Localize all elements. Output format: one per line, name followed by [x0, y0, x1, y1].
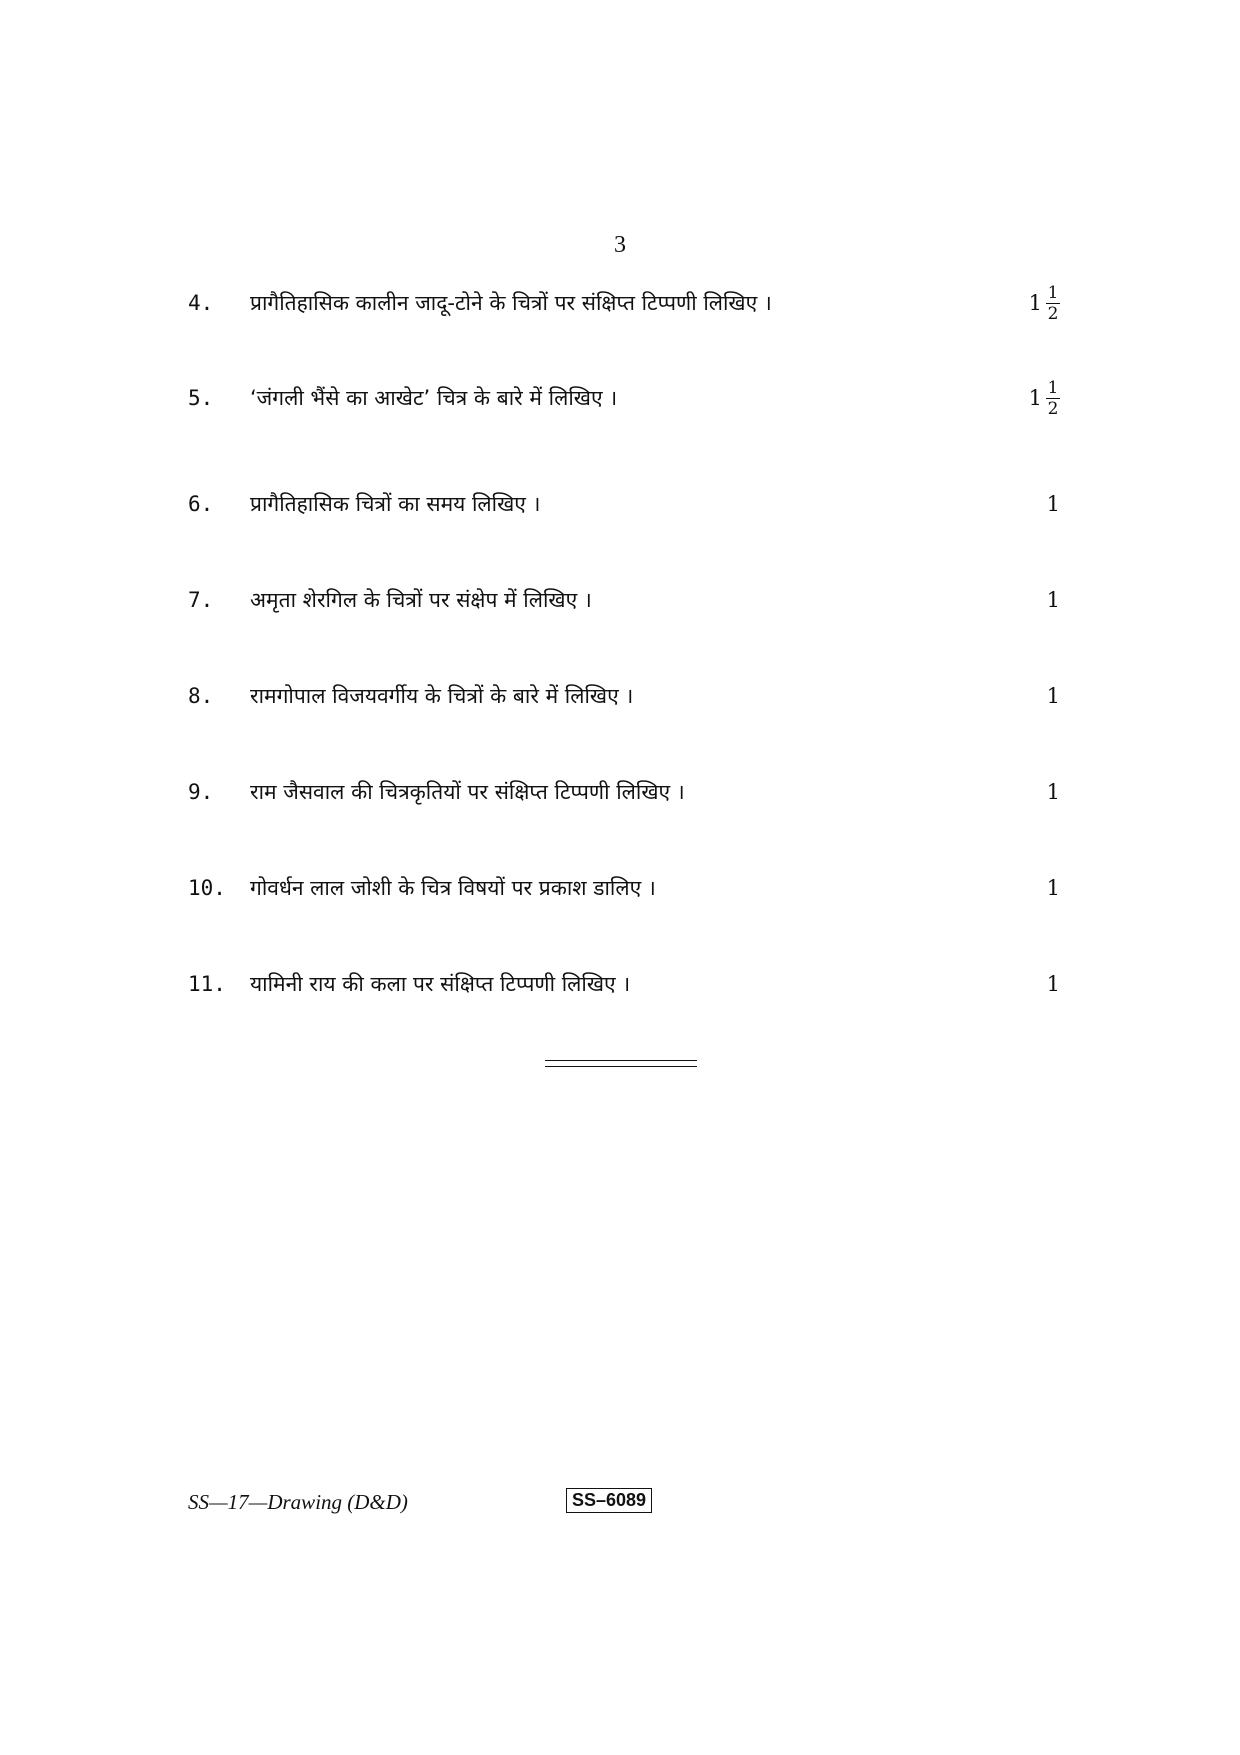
- question-9: [188, 772, 1060, 812]
- marks-whole: 1: [1028, 291, 1042, 315]
- question-marks: [1029, 378, 1060, 418]
- question-4: [188, 283, 1060, 323]
- question-marks: 1: [1046, 876, 1060, 900]
- marks-fraction: [1046, 284, 1060, 323]
- question-11: [188, 964, 1060, 1004]
- question-text: प्रागैतिहासिक कालीन जादू-टोने के चित्रों पर संक्षिप्त टिप्पणी लिखिए ।: [250, 291, 772, 315]
- question-text: राम जैसवाल की चित्रकृतियों पर संक्षिप्त टिप्पणी लिखिए ।: [250, 780, 685, 804]
- question-text: ‘जंगली भैंसे का आखेट’ चित्र के बारे में लिखिए ।: [250, 386, 618, 410]
- fraction-denominator: 2: [1047, 398, 1059, 419]
- fraction-denominator: 2: [1047, 303, 1059, 324]
- paper-code: SS—17—Drawing (D&D): [188, 1490, 408, 1514]
- question-5: [188, 378, 1060, 418]
- question-number: 9.: [188, 780, 214, 804]
- marks-fraction: [1046, 379, 1060, 418]
- question-text: यामिनी राय की कला पर संक्षिप्त टिप्पणी लिखिए ।: [250, 972, 631, 996]
- question-number: 5.: [188, 386, 214, 410]
- question-marks: 1: [1046, 684, 1060, 708]
- question-number: 11.: [188, 972, 226, 996]
- question-marks: 1: [1046, 492, 1060, 516]
- page-number: 3: [614, 232, 626, 258]
- marks-whole: 1: [1028, 386, 1042, 410]
- fraction-numerator: 1: [1047, 282, 1059, 303]
- question-6: [188, 484, 1060, 524]
- question-number: 10.: [188, 876, 226, 900]
- question-number: 4.: [188, 291, 214, 315]
- question-text: प्रागैतिहासिक चित्रों का समय लिखिए ।: [250, 492, 541, 516]
- question-marks: 1: [1046, 780, 1060, 804]
- question-marks: [1029, 283, 1060, 323]
- question-text: रामगोपाल विजयवर्गीय के चित्रों के बारे में लिखिए ।: [250, 684, 634, 708]
- question-text: गोवर्धन लाल जोशी के चित्र विषयों पर प्रकाश डालिए ।: [250, 876, 656, 900]
- question-number: 6.: [188, 492, 214, 516]
- question-marks: 1: [1046, 588, 1060, 612]
- question-number: 8.: [188, 684, 214, 708]
- paper-series-box: SS–6089: [566, 1488, 652, 1513]
- end-double-rule: [545, 1060, 697, 1067]
- question-number: 7.: [188, 588, 214, 612]
- question-10: [188, 868, 1060, 908]
- question-7: [188, 580, 1060, 620]
- question-8: [188, 676, 1060, 716]
- fraction-numerator: 1: [1047, 377, 1059, 398]
- question-text: अमृता शेरगिल के चित्रों पर संक्षेप में लिखिए ।: [250, 588, 592, 612]
- question-marks: 1: [1046, 972, 1060, 996]
